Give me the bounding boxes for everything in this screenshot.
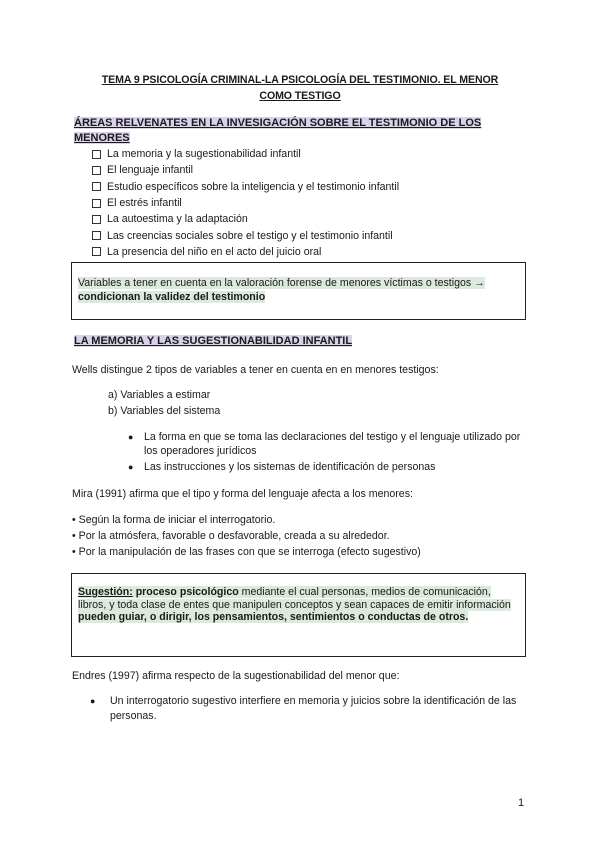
checklist-item[interactable]: El lenguaje infantil [92,162,399,178]
variables-list [108,388,220,419]
checkbox[interactable] [92,231,101,240]
bullet-icon: ● [128,432,134,442]
variable-item: a) Variables a estimar [108,389,211,401]
bullet-icon: ● [90,696,96,706]
checklist-item[interactable]: El estrés infantil [92,195,399,211]
endres-paragraph: Endres (1997) afirma respecto de la sugestionabilidad del menor que: [72,670,400,682]
list-item: • Según la forma de iniciar el interrogatorio. [72,514,276,526]
definition-term: Sugestión: [78,586,133,598]
bullet-icon: ● [128,462,134,472]
checklist-item[interactable]: La presencia del niño en el acto del juicio oral [92,244,399,260]
definition-bold: proceso psicológico [135,586,239,598]
title-line-2: COMO TESTIGO [259,90,341,102]
checkbox[interactable] [92,166,101,175]
variables-callout-box [71,262,526,320]
list-item: • Por la manipulación de las frases con que se interroga (efecto sugestivo) [72,546,421,558]
section-heading-memoria: LA MEMORIA Y LAS SUGESTIONABILIDAD INFANTIL [74,335,353,347]
checklist-item[interactable]: La memoria y la sugestionabilidad infantil [92,146,399,162]
document-title [80,72,520,104]
title-line-1: TEMA 9 PSICOLOGÍA CRIMINAL-LA PSICOLOGÍA DEL TESTIMONIO. EL MENOR [101,74,499,86]
checklist-item[interactable]: La autoestima y la adaptación [92,211,399,227]
list-item: ● La forma en que se toma las declaraciones del testigo y el lenguaje utilizado por los operadores jurídicos [128,431,521,457]
checkbox[interactable] [92,247,101,256]
page-number: 1 [518,797,525,809]
list-item: ● Las instrucciones y los sistemas de identificación de personas [128,461,436,473]
system-variables-bullets [128,430,528,476]
mira-list [72,512,421,560]
checkbox[interactable] [92,150,101,159]
checkbox[interactable] [92,182,101,191]
section-heading-areas: ÁREAS RELVENATES EN LA INVESIGACIÓN SOBRE EL TESTIMONIO DE LOS MENORES [74,117,482,144]
wells-paragraph: Wells distingue 2 tipos de variables a tener en cuenta en en menores testigos: [72,364,439,376]
definition-text: mediante el cual personas, medios de comunicación, libros, y toda clase de entes que manipulen conceptos y sean capaces de emitir información [78,586,511,611]
checkbox[interactable] [92,215,101,224]
sugestion-definition-box [71,573,526,657]
variable-item: b) Variables del sistema [108,404,221,417]
mira-paragraph: Mira (1991) afirma que el tipo y forma del lenguaje afecta a los menores: [72,488,413,500]
checklist-item[interactable]: Estudio específicos sobre la inteligencia y el testimonio infantil [92,179,399,195]
areas-checklist [92,146,399,260]
callout-bold-text: condicionan la validez del testimonio [78,290,266,303]
endres-bullet: ● Un interrogatorio sugestivo interfiere en memoria y juicios sobre la identificación de las personas. [90,695,517,722]
checklist-item[interactable]: Las creencias sociales sobre el testigo y el testimonio infantil [92,227,399,243]
definition-bold-end: pueden guiar, o dirigir, los pensamientos, sentimientos o conductas de otros. [78,611,469,623]
callout-text: Variables a tener en cuenta en la valoración forense de menores víctimas o testigos → [78,277,485,289]
list-item: • Por la atmósfera, favorable o desfavorable, creada a su alrededor. [72,530,390,542]
checkbox[interactable] [92,199,101,208]
